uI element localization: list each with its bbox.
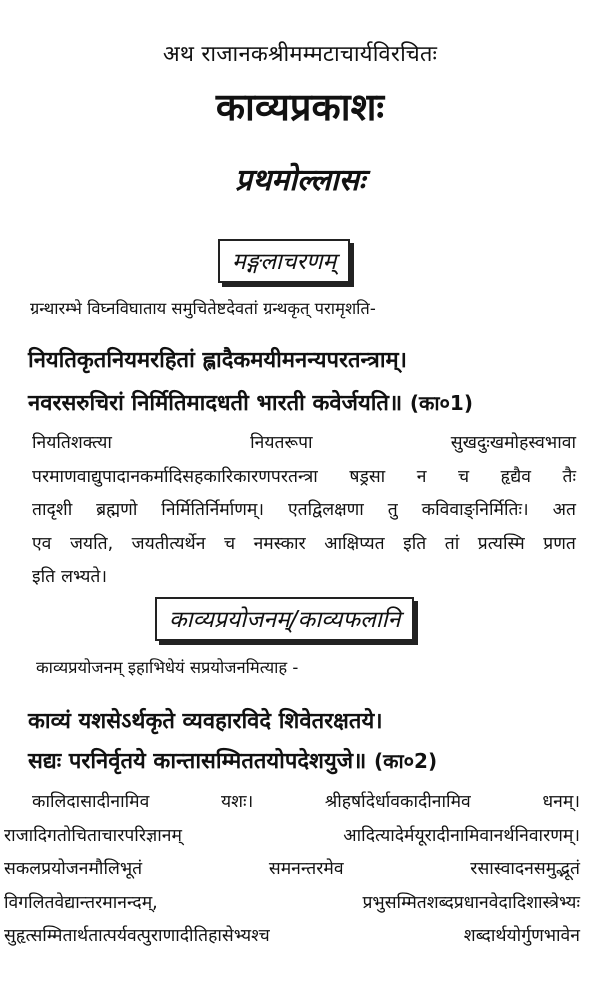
commentary-word: रसास्वादनसमुद्भूतं	[470, 859, 580, 879]
commentary-word: शब्दार्थयोर्गुणभावेन	[463, 926, 580, 946]
section2-commentary	[4, 786, 580, 954]
commentary2-line	[4, 853, 580, 887]
commentary-word: सुहृत्सम्मितार्थतात्पर्यवत्पुराणादीतिहासेभ्यश्च	[4, 926, 270, 946]
commentary2-line	[4, 920, 580, 954]
section1-intro: ग्रन्थारम्भे विघ्नविघाताय समुचितेष्टदेवतां ग्रन्थकृत् परामृशति-	[30, 299, 376, 318]
commentary-word: हृद्यैव	[500, 466, 531, 487]
commentary-word: तु	[387, 500, 398, 520]
main-title: काव्यप्रकाशः	[215, 85, 385, 129]
commentary-word: जयति,	[69, 533, 114, 554]
commentary-word: नियतरूपा	[250, 433, 313, 453]
chapter-title: प्रथमोल्लासः	[235, 163, 365, 198]
commentary-word: सकलप्रयोजनमौलिभूतं	[4, 859, 143, 879]
verse2-line1-text: काव्यं यशसेऽर्थकृते व्यवहारविदे शिवेतरक्षतये।	[28, 709, 383, 734]
verse1-line2	[28, 387, 473, 417]
commentary-word: च	[223, 533, 236, 554]
commentary-word: विगलितवेद्यान्तरमानन्दम्,	[4, 892, 158, 913]
commentary-word: श्रीहर्षादेर्धावकादीनामिव	[324, 792, 471, 812]
intro-heading: अथ राजानकश्रीमम्मटाचार्यविरचितः	[162, 42, 438, 67]
commentary-word: तां	[444, 533, 460, 554]
section2-intro: काव्यप्रयोजनम् इहाभिधेयं सप्रयोजनमित्याह -	[36, 658, 299, 677]
commentary2-line	[4, 786, 580, 820]
verse1-karika-ref: (का०1)	[409, 391, 473, 415]
commentary-word: निर्मितिर्निर्माणम्।	[161, 500, 265, 520]
commentary2-line	[4, 820, 580, 854]
commentary-word: इति	[32, 567, 56, 587]
commentary-word: तैः	[562, 466, 576, 487]
commentary-word: सुखदुःखमोहस्वभावा	[450, 433, 576, 453]
commentary-word: आक्षिप्यत	[324, 533, 385, 554]
verse1-line2-text: नवरसरुचिरां निर्मितिमादधती भारती कवेर्जयति॥	[28, 391, 403, 416]
commentary-word: तादृशी	[32, 500, 73, 520]
commentary-word: प्रत्यस्मि	[477, 533, 525, 554]
commentary1-line	[32, 528, 576, 562]
verse2-line2	[28, 745, 437, 775]
section-heading-mangalacharanam: मङ्गलाचरणम्	[218, 239, 350, 283]
commentary-word: प्रणत	[543, 533, 576, 554]
commentary-word: आदित्यादेर्मयूरादीनामिवानर्थनिवारणम्।	[343, 825, 580, 846]
commentary-word: नियतिशक्त्या	[32, 433, 112, 453]
commentary-word: समनन्तरमेव	[268, 859, 344, 879]
commentary-word: राजादिगतोचिताचारपरिज्ञानम्	[4, 825, 182, 846]
commentary-word: कालिदासादीनामिव	[32, 792, 150, 812]
commentary-word: नमस्कार	[253, 533, 306, 554]
verse2-line1	[28, 705, 383, 735]
commentary-word: यशः।	[220, 792, 254, 812]
commentary1-line	[32, 561, 576, 595]
verse1-line1	[28, 344, 407, 374]
commentary-word: लभ्यते।	[61, 567, 108, 587]
section1-commentary	[32, 427, 576, 595]
commentary-word: कविवाङ्निर्मितिः।	[421, 500, 529, 520]
commentary-word: प्रभुसम्मितशब्दप्रधानवेदादिशास्त्रेभ्यः	[362, 892, 580, 913]
section-heading-kavyaprayojanam: काव्यप्रयोजनम्/काव्यफलानि	[155, 597, 414, 641]
commentary-word: अत	[552, 500, 576, 520]
verse2-line2-text: सद्यः परनिर्वृतये कान्तासम्मिततयोपदेशयुजे॥	[28, 749, 367, 774]
commentary-word: इति	[403, 533, 427, 554]
verse2-karika-ref: (का०2)	[373, 749, 438, 773]
commentary-word: षड्रसा	[349, 466, 386, 487]
commentary1-line	[32, 494, 576, 528]
commentary1-line	[32, 461, 576, 495]
verse1-line1-text: नियतिकृतनियमरहितां ह्लादैकमयीमनन्यपरतन्त्राम्।	[28, 348, 408, 373]
commentary-word: न	[416, 466, 427, 487]
commentary-word: धनम्।	[542, 792, 580, 812]
commentary1-line	[32, 427, 576, 461]
commentary-word: च	[457, 466, 470, 487]
commentary-word: ब्रह्मणो	[96, 500, 138, 520]
commentary-word: परमाणवाद्युपादानकर्मादिसहकारिकारणपरतन्त्रा	[32, 466, 318, 487]
commentary-word: जयतीत्यर्थेन	[131, 533, 206, 554]
commentary-word: एव	[32, 533, 52, 554]
commentary-word: एतद्विलक्षणा	[287, 500, 364, 520]
commentary2-line	[4, 887, 580, 921]
